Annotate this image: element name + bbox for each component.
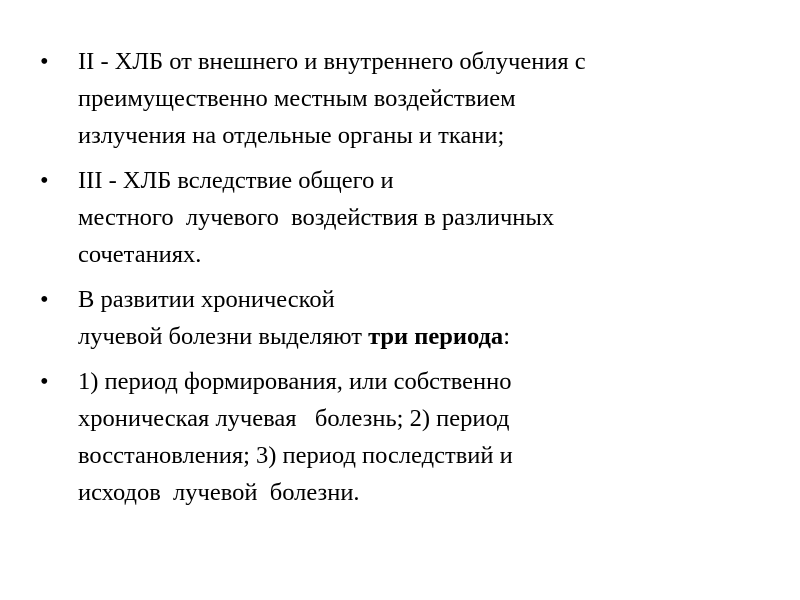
text-line: исходов лучевой болезни. bbox=[78, 479, 360, 506]
list-item bbox=[40, 43, 740, 154]
list-item bbox=[40, 281, 740, 355]
text-line: восстановления; 3) период последствий и bbox=[78, 442, 513, 469]
text-line: III - ХЛБ вследствие общего и bbox=[78, 167, 394, 194]
text-line: В развитии хронической bbox=[78, 286, 335, 313]
emphasis-three-periods: три периода bbox=[368, 323, 504, 350]
text-line: излучения на отдельные органы и ткани; bbox=[78, 122, 505, 149]
bullet-dot-icon: • bbox=[40, 368, 49, 395]
text-line: 1) период формирования, или собственно bbox=[78, 368, 512, 395]
bullet-list bbox=[40, 43, 740, 519]
text-line: преимущественно местным воздействием bbox=[78, 85, 516, 112]
list-item bbox=[40, 363, 740, 511]
text-line-with-emphasis bbox=[78, 318, 740, 355]
bullet-dot-icon: • bbox=[40, 286, 49, 313]
text-line: II - ХЛБ от внешнего и внутреннего облучения с bbox=[78, 48, 586, 75]
text-line: хроническая лучевая болезнь; 2) период bbox=[78, 405, 510, 432]
text-line: сочетаниях. bbox=[78, 241, 202, 268]
bullet-dot-icon: • bbox=[40, 167, 49, 194]
text-fragment: : bbox=[503, 323, 510, 350]
list-item bbox=[40, 162, 740, 273]
bullet-dot-icon: • bbox=[40, 48, 49, 75]
text-line: местного лучевого воздействия в различных bbox=[78, 204, 555, 231]
text-fragment: лучевой болезни выделяют bbox=[78, 323, 369, 350]
